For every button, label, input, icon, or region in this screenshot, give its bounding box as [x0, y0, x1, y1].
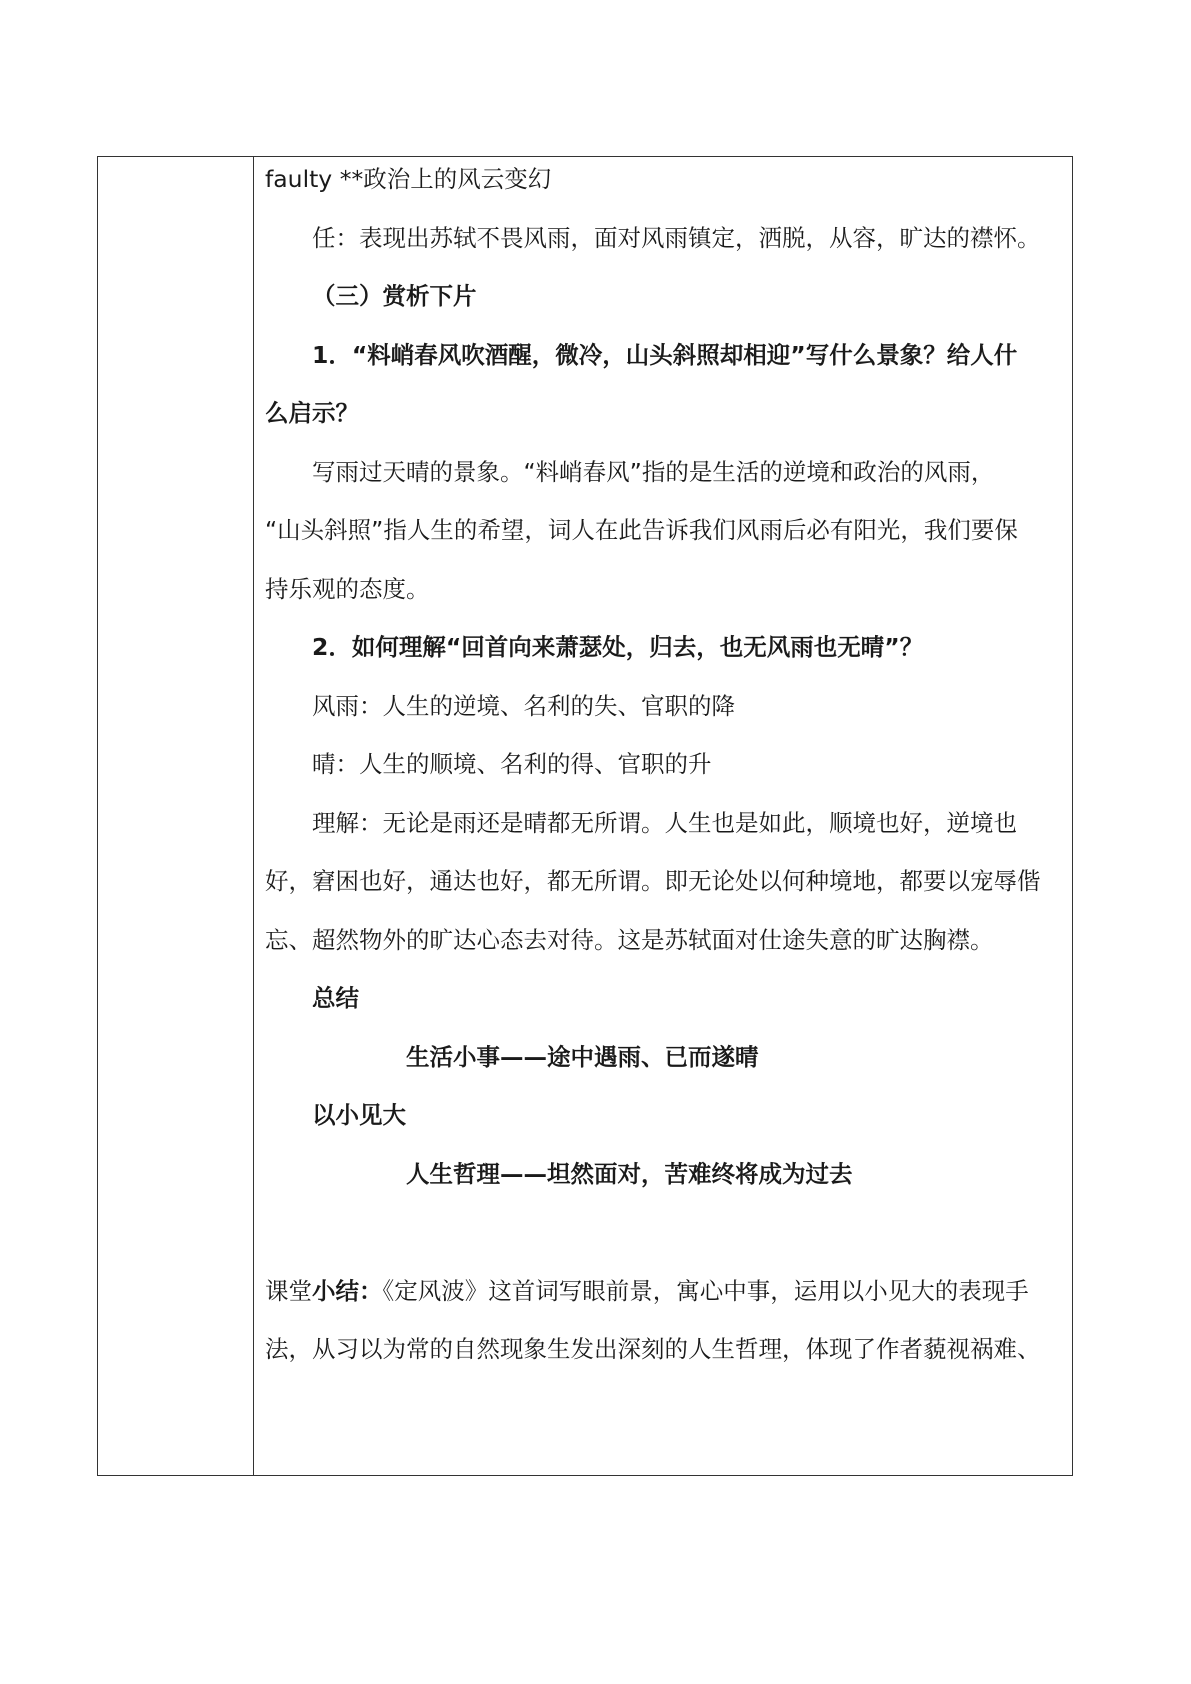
text-line: 持乐观的态度。	[265, 575, 430, 603]
summary-heading: 总结	[312, 984, 359, 1012]
class-summary-label: 小结：	[312, 1277, 383, 1305]
question-heading: 1．“料峭春风吹酒醒，微冷，山头斜照却相迎”写什么景象？给人什	[312, 341, 1018, 369]
class-summary-line	[265, 1274, 1029, 1308]
text-line: 法，从习以为常的自然现象生发出深刻的人生哲理，体现了作者藐视祸难、	[265, 1335, 1041, 1363]
question-heading: 2．如何理解“回首向来萧瑟处，归去，也无风雨也无晴”？	[312, 633, 924, 661]
summary-line: 生活小事——途中遇雨、已而遂晴	[406, 1043, 759, 1071]
text-line: 任：表现出苏轼不畏风雨，面对风雨镇定，洒脱，从容，旷达的襟怀。	[312, 224, 1041, 252]
question-heading: 么启示？	[265, 399, 359, 427]
text-line: 理解：无论是雨还是晴都无所谓。人生也是如此，顺境也好，逆境也	[312, 809, 1017, 837]
summary-line: 人生哲理——坦然面对，苦难终将成为过去	[406, 1160, 853, 1188]
table-column-divider	[253, 156, 254, 1476]
text-line: 风雨：人生的逆境、名利的失、官职的降	[312, 692, 735, 720]
text-line: 写雨过天晴的景象。“料峭春风”指的是生活的逆境和政治的风雨，	[312, 458, 995, 486]
class-summary-prefix: 课堂	[265, 1277, 312, 1305]
text-line: “山头斜照”指人生的希望，词人在此告诉我们风雨后必有阳光，我们要保	[265, 516, 1018, 544]
section-heading: （三）赏析下片	[312, 282, 477, 310]
text-line: 晴：人生的顺境、名利的得、官职的升	[312, 750, 712, 778]
text-line: faulty **政治上的风云变幻	[265, 165, 552, 193]
class-summary-text: 《定风波》这首词写眼前景，寓心中事，运用以小见大的表现手	[382, 1277, 1029, 1305]
text-line: 好，窘困也好，通达也好，都无所谓。即无论处以何种境地，都要以宠辱偕	[265, 867, 1041, 895]
summary-line: 以小见大	[312, 1101, 406, 1129]
text-line: 忘、超然物外的旷达心态去对待。这是苏轼面对仕途失意的旷达胸襟。	[265, 926, 994, 954]
